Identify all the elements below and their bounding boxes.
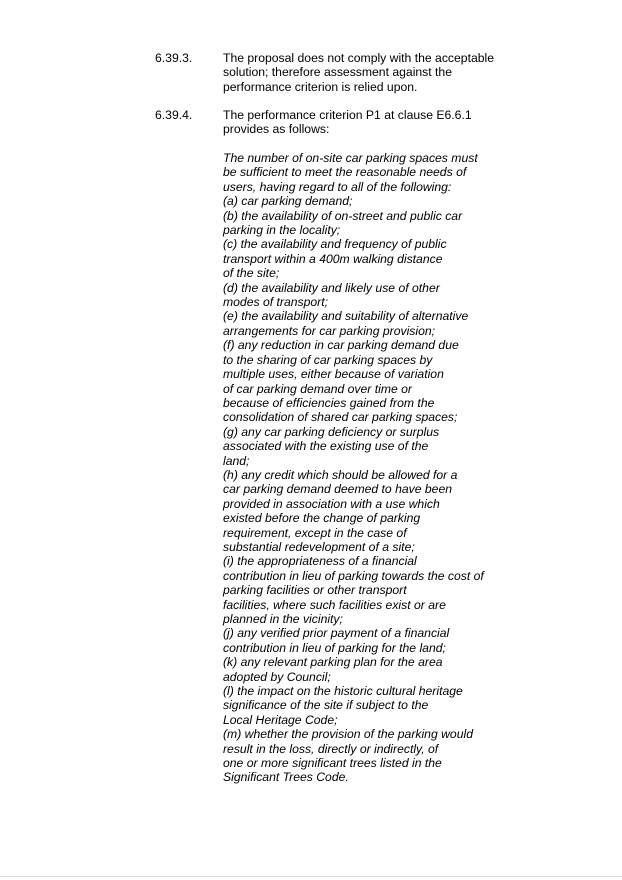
- quote-line: one or more significant trees listed in the: [223, 756, 442, 771]
- quote-line: (e) the availability and suitability of alternative: [223, 309, 469, 324]
- quote-line: (m) whether the provision of the parking would: [223, 727, 473, 742]
- quote-line: arrangements for car parking provision;: [223, 323, 436, 338]
- quote-line: land;: [223, 453, 250, 468]
- paragraph-line: solution; therefore assessment against the: [223, 65, 452, 80]
- quote-line: contribution in lieu of parking towards the cost of: [223, 568, 484, 583]
- performance-criterion-quote: [223, 151, 523, 785]
- quote-line: adopted by Council;: [223, 669, 331, 684]
- quote-line: Significant Trees Code.: [223, 770, 349, 785]
- quote-line: (l) the impact on the historic cultural heritage: [223, 684, 463, 699]
- quote-line: The number of on-site car parking spaces must: [223, 151, 478, 165]
- quote-line: (h) any credit which should be allowed for a: [223, 467, 458, 482]
- quote-line: (g) any car parking deficiency or surplus: [223, 424, 440, 439]
- paragraph-line: provides as follows:: [223, 122, 330, 137]
- quote-line: provided in association with a use which: [223, 496, 440, 511]
- quote-line: (d) the availability and likely use of other: [223, 280, 440, 295]
- quote-line: (k) any relevant parking plan for the area: [223, 655, 443, 670]
- quote-line: requirement, except in the case of: [223, 525, 407, 540]
- quote-line: (b) the availability of on-street and public car: [223, 208, 463, 223]
- quote-line: (a) car parking demand;: [223, 194, 353, 209]
- paragraph-number: 6.39.3.: [155, 51, 193, 65]
- paragraph-line: The proposal does not comply with the acceptable: [223, 51, 494, 65]
- paragraph-line: The performance criterion P1 at clause E6.6.1: [223, 108, 472, 122]
- page-bottom-divider: [0, 876, 622, 877]
- quote-line: (c) the availability and frequency of public: [223, 237, 447, 252]
- quote-line: existed before the change of parking: [223, 511, 421, 526]
- quote-line: car parking demand deemed to have been: [223, 482, 453, 497]
- quote-line: consolidation of shared car parking spaces;: [223, 410, 458, 425]
- quote-line: because of efficiencies gained from the: [223, 395, 435, 410]
- paragraph-body: [223, 51, 523, 94]
- paragraph-body: [223, 108, 523, 137]
- quote-line: to the sharing of car parking spaces by: [223, 352, 433, 367]
- quote-line: associated with the existing use of the: [223, 439, 429, 454]
- quote-line: planned in the vicinity;: [223, 612, 343, 626]
- quote-line: of the site;: [223, 266, 280, 281]
- quote-line: of car parking demand over time or: [223, 381, 412, 396]
- quote-line: contribution in lieu of parking for the land;: [223, 640, 446, 655]
- paragraph-number: 6.39.4.: [155, 108, 193, 122]
- quote-line: multiple uses, either because of variation: [223, 367, 444, 382]
- quote-line: parking facilities or other transport: [223, 583, 407, 598]
- quote-line: parking in the locality;: [223, 223, 341, 238]
- quote-line: substantial redevelopment of a site;: [223, 539, 415, 554]
- quote-line: (i) the appropriateness of a financial: [223, 554, 417, 569]
- paragraph-line: performance criterion is relied upon.: [223, 79, 418, 94]
- quote-line: significance of the site if subject to the: [223, 698, 429, 713]
- quote-line: (f) any reduction in car parking demand due: [223, 338, 459, 353]
- quote-line: (j) any verified prior payment of a financial: [223, 626, 450, 641]
- quote-line: Local Heritage Code;: [223, 712, 338, 727]
- quote-line: facilities, where such facilities exist or are: [223, 597, 446, 612]
- quote-line: result in the loss, directly or indirectly, of: [223, 741, 439, 756]
- quote-line: be sufficient to meet the reasonable needs of: [223, 165, 467, 180]
- quote-line: transport within a 400m walking distance: [223, 251, 443, 266]
- quote-line: modes of transport;: [223, 295, 328, 310]
- quote-line: users, having regard to all of the following:: [223, 179, 452, 194]
